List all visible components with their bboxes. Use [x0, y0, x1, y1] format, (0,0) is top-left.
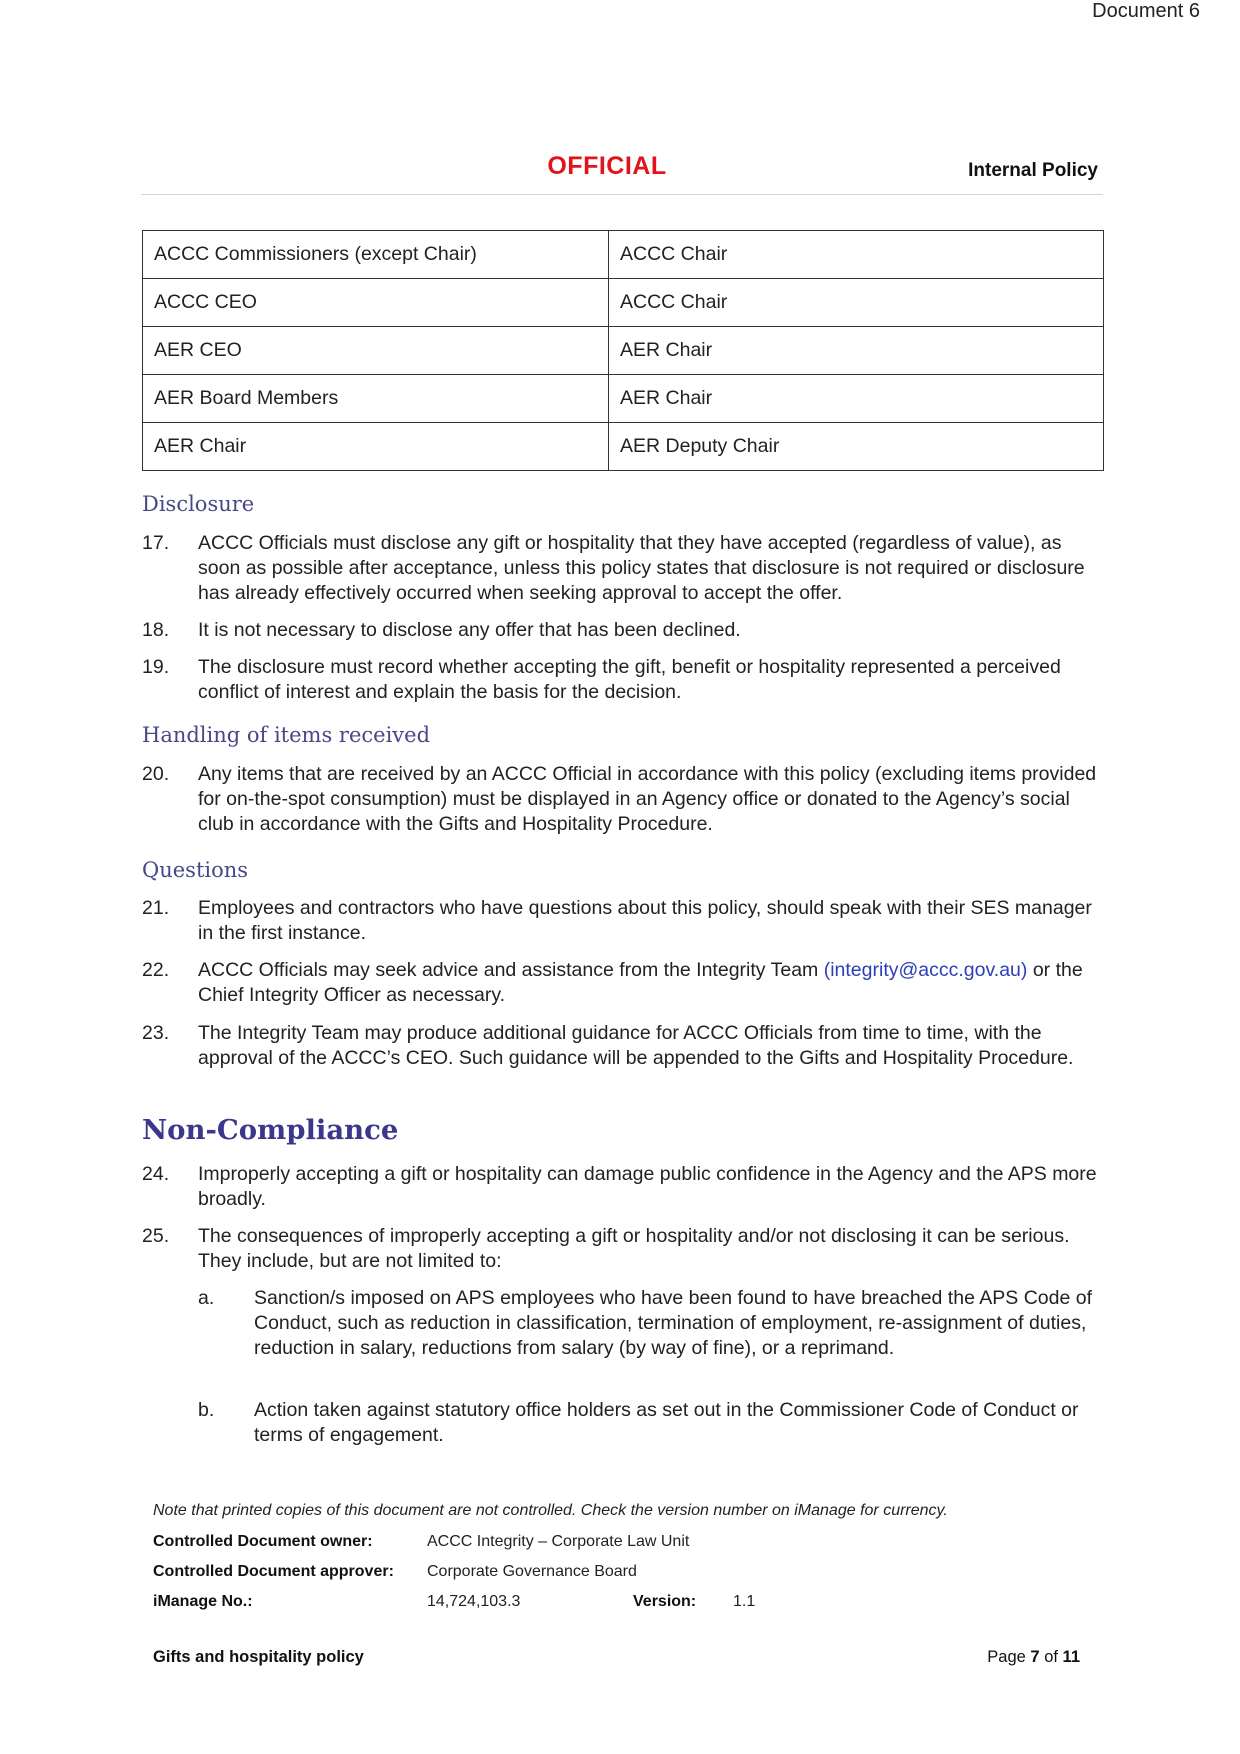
approvals-table [142, 230, 1104, 471]
section-heading-disclosure: Disclosure [142, 492, 255, 516]
paragraph-number: 24. [142, 1163, 170, 1185]
page-prefix: Page [987, 1648, 1031, 1666]
document-number-tag: Document 6 [1092, 0, 1200, 22]
numbered-paragraph [142, 1021, 1102, 1071]
numbered-paragraph [142, 1162, 1102, 1212]
paragraph-number: 19. [142, 656, 170, 678]
table-row [143, 231, 1104, 279]
table-row [143, 423, 1104, 471]
table-cell: AER Deputy Chair [609, 423, 1104, 471]
section-heading-handling: Handling of items received [142, 723, 431, 747]
paragraph-text: The consequences of improperly accepting a gift or hospitality and/or not disclosing it can be serious. They include, but are not limited to: [198, 1225, 1070, 1272]
table-cell: AER Chair [609, 327, 1104, 375]
sub-paragraph-letter: b. [198, 1399, 215, 1421]
numbered-paragraph [142, 655, 1102, 705]
page-current: 7 [1030, 1648, 1040, 1666]
owner-label: Controlled Document owner: [153, 1533, 373, 1550]
table-row [143, 375, 1104, 423]
integrity-email-link[interactable]: (integrity@accc.gov.au) [823, 959, 1028, 981]
numbered-paragraph [142, 762, 1102, 837]
paragraph-number: 25. [142, 1225, 170, 1247]
paragraph-text: The Integrity Team may produce additional guidance for ACCC Officials from time to time, with the approval of the ACCC’s CEO. Such guidance will be appended to the Gifts and Hospitality Procedure. [198, 1022, 1074, 1069]
paragraph-text: The disclosure must record whether accepting the gift, benefit or hospitality represented a perceived conflict of interest and explain the basis for the decision. [198, 656, 1061, 703]
paragraph-number: 20. [142, 763, 170, 785]
document-type-label: Internal Policy [968, 160, 1098, 181]
approver-value: Corporate Governance Board [427, 1563, 637, 1580]
paragraph-text: Improperly accepting a gift or hospitality can damage public confidence in the Agency and the APS more broadly. [198, 1163, 1097, 1210]
table-cell: ACCC CEO [143, 279, 609, 327]
imanage-label: iManage No.: [153, 1593, 253, 1610]
table-cell: AER Chair [143, 423, 609, 471]
paragraph-number: 21. [142, 897, 170, 919]
page-of: of [1039, 1648, 1063, 1666]
header-divider [141, 194, 1103, 195]
numbered-paragraph [142, 618, 1102, 643]
document-control-note: Note that printed copies of this document are not controlled. Check the version number on iManage for currency. [153, 1502, 948, 1519]
sub-paragraph [198, 1398, 1108, 1448]
paragraph-number: 18. [142, 619, 170, 641]
numbered-paragraph [142, 896, 1102, 946]
table-cell: ACCC Commissioners (except Chair) [143, 231, 609, 279]
page-total: 11 [1062, 1648, 1080, 1666]
numbered-paragraph [142, 958, 1102, 1008]
version-label: Version: [633, 1593, 697, 1610]
section-heading-questions: Questions [142, 858, 249, 882]
paragraph-text: It is not necessary to disclose any offer that has been declined. [198, 619, 741, 641]
table-row [143, 327, 1104, 375]
paragraph-text-after-link: or the Chief Integrity Officer as necessary. [198, 959, 1083, 1006]
version-value: 1.1 [733, 1593, 756, 1610]
numbered-paragraph [142, 531, 1102, 606]
sub-paragraph [198, 1286, 1108, 1361]
sub-paragraph-letter: a. [198, 1287, 215, 1309]
table-cell: AER Chair [609, 375, 1104, 423]
classification-marking: OFFICIAL [547, 152, 667, 180]
paragraph-text [198, 958, 1102, 1008]
table-cell: AER Board Members [143, 375, 609, 423]
page-number [987, 1648, 1080, 1667]
paragraph-number: 17. [142, 532, 170, 554]
section-heading-non-compliance: Non-Compliance [142, 1114, 399, 1146]
numbered-paragraph [142, 1224, 1102, 1274]
table-row [143, 279, 1104, 327]
sub-paragraph-text: Action taken against statutory office holders as set out in the Commissioner Code of Conduct or terms of engagement. [254, 1399, 1079, 1446]
paragraph-text: Any items that are received by an ACCC Official in accordance with this policy (excluding items provided for on-the-spot consumption) must be displayed in an Agency office or donated to the Agency’s social club in accordance with the Gifts and Hospitality Procedure. [198, 763, 1097, 835]
paragraph-number: 22. [142, 959, 170, 981]
sub-paragraph-text: Sanction/s imposed on APS employees who have been found to have breached the APS Code of Conduct, such as reduction in classification, termination of employment, re-assignment of duties, reduction in salary, reductions from salary (by way of fine), or a reprimand. [254, 1287, 1092, 1359]
paragraph-text-before-link: ACCC Officials may seek advice and assistance from the Integrity Team [198, 959, 824, 981]
owner-value: ACCC Integrity – Corporate Law Unit [427, 1533, 690, 1550]
table-cell: ACCC Chair [609, 279, 1104, 327]
footer-document-title: Gifts and hospitality policy [153, 1648, 364, 1666]
table-cell: ACCC Chair [609, 231, 1104, 279]
paragraph-text: ACCC Officials must disclose any gift or hospitality that they have accepted (regardless of value), as soon as possible after acceptance, unless this policy states that disclosure is not required or disclosure has already effectively occurred when seeking approval to accept the offer. [198, 532, 1085, 604]
imanage-value: 14,724,103.3 [427, 1593, 521, 1610]
paragraph-number: 23. [142, 1022, 170, 1044]
paragraph-text: Employees and contractors who have questions about this policy, should speak with their SES manager in the first instance. [198, 897, 1092, 944]
approver-label: Controlled Document approver: [153, 1563, 394, 1580]
table-cell: AER CEO [143, 327, 609, 375]
